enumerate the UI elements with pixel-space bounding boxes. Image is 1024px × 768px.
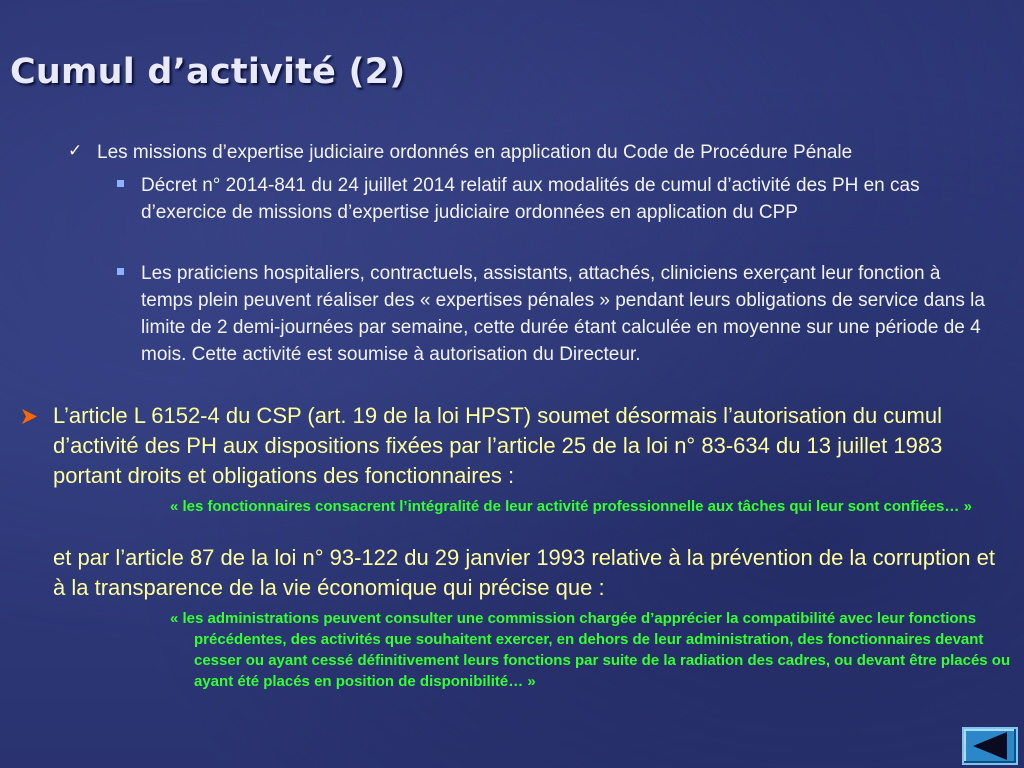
quote-administrations: « les administrations peuvent consulter une commission chargée d’apprécier la compatibilité avec leur fonctions précédentes, des activités que souhaitent exercer, en dehors de leur administration, des fonctionnaires devant cesser ou ayant cessé définitivement leurs fonctions par suite de la radiation des cadres, ou devant être placés ou ayant été placés en position de disponibilité… » bbox=[170, 610, 1011, 690]
check-bullet-text: Les missions d’expertise judiciaire ordonnés en application du Code de Procédure Pénale bbox=[97, 142, 853, 163]
square-bullet-icon bbox=[117, 180, 124, 187]
quote-fonctionnaires: « les fonctionnaires consacrent l’intégralité de leur activité professionnelle aux tâches qui leur sont confiées… » bbox=[170, 498, 972, 515]
sub-bullet-text: Les praticiens hospitaliers, contractuels, assistants, attachés, cliniciens exerçant leur fonction à temps plein peuvent réaliser des « expertises pénales » pendant leurs obligations de service dans la limite de 2 demi-journées par semaine, cette durée étant calculée en moyenne sur une période de 4 mois. Cette activité est soumise à autorisation du Directeur. bbox=[141, 263, 985, 365]
arrow-bullet-item bbox=[22, 401, 1007, 491]
sub-bullet-text: Décret n° 2014-841 du 24 juillet 2014 relatif aux modalités de cumul d’activité des PH en cas d’exercice de missions d’expertise judiciaire ordonnées en application du CPP bbox=[141, 175, 920, 223]
slide-title: Cumul d’activité (2) bbox=[10, 52, 406, 92]
arrow-bullet-icon bbox=[22, 409, 37, 429]
square-bullet-icon bbox=[117, 268, 124, 275]
arrow-bullet-text: L’article L 6152-4 du CSP (art. 19 de la loi HPST) soumet désormais l’autorisation du cumul d’activité des PH aux dispositions fixées par l’article 25 de la loi n° 83-634 du 13 juillet 1983 portant droits et obligations des fonctionnaires : bbox=[53, 403, 943, 488]
checkmark-icon: ✓ bbox=[68, 141, 83, 160]
back-navigation-button[interactable] bbox=[962, 727, 1018, 765]
triangle-left-icon bbox=[964, 729, 1016, 763]
sub-bullet-item bbox=[117, 260, 987, 368]
check-bullet-item bbox=[68, 140, 998, 166]
sub-bullet-item bbox=[117, 172, 987, 226]
continuation-paragraph: et par l’article 87 de la loi n° 93-122 du 29 janvier 1993 relative à la prévention de la corruption et à la transparence de la vie économique qui précise que : bbox=[53, 545, 995, 600]
